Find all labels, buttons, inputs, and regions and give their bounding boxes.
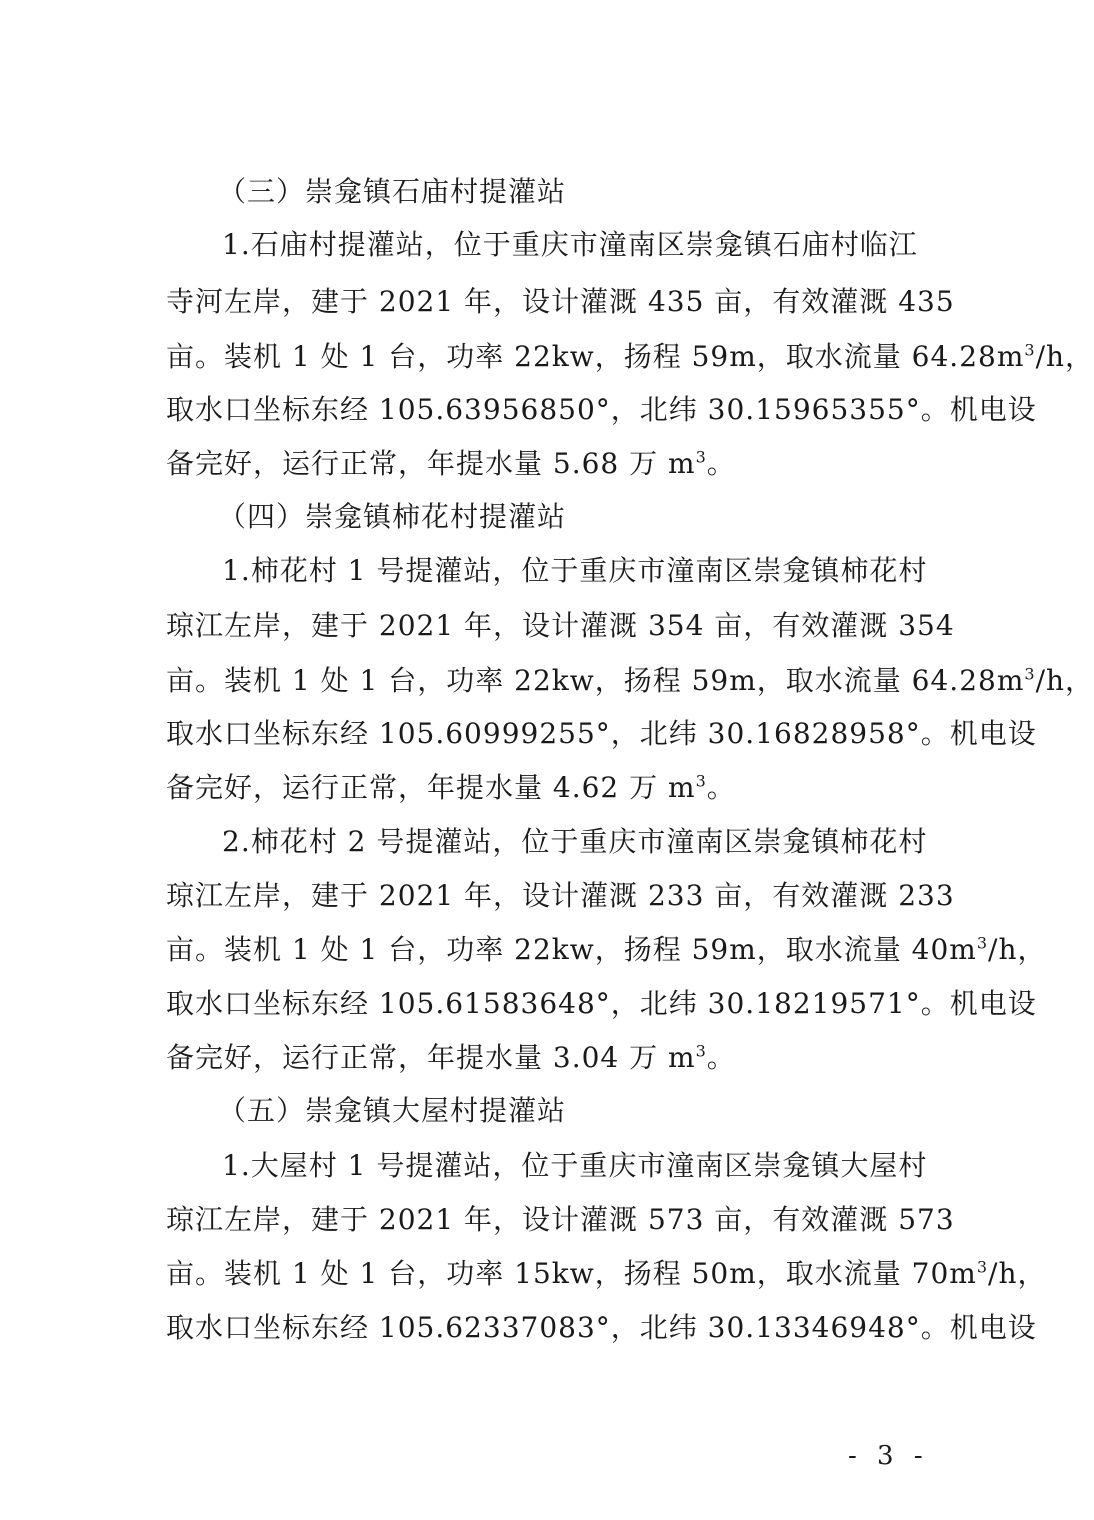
text-span: 亩。装机 1 处 1 台，功率 22kw，扬程 59m，取水流量 64.28m bbox=[166, 340, 1025, 373]
section-heading-3: （三）崇龛镇石庙村提灌站 bbox=[218, 175, 567, 208]
text-span: 。 bbox=[706, 447, 736, 480]
text-span: 。 bbox=[706, 1041, 736, 1074]
paragraph-line: 1.石庙村提灌站，位于重庆市潼南区崇龛镇石庙村临江 bbox=[222, 228, 918, 261]
paragraph-line bbox=[166, 768, 910, 808]
text-span: /h， bbox=[988, 933, 1047, 966]
section-heading-5: （五）崇龛镇大屋村提灌站 bbox=[218, 1094, 567, 1127]
superscript: 3 bbox=[695, 447, 707, 467]
paragraph-line bbox=[166, 1038, 910, 1078]
text-span: /h， bbox=[1035, 340, 1094, 373]
paragraph-line: 1.柿花村 1 号提灌站，位于重庆市潼南区崇龛镇柿花村 bbox=[222, 554, 928, 587]
text-span: /h， bbox=[1035, 664, 1094, 697]
paragraph-line: 琼江左岸，建于 2021 年，设计灌溉 573 亩，有效灌溉 573 bbox=[166, 1203, 955, 1236]
paragraph-line: 寺河左岸，建于 2021 年，设计灌溉 435 亩，有效灌溉 435 bbox=[166, 285, 955, 318]
paragraph-line bbox=[166, 444, 910, 484]
paragraph-line bbox=[166, 661, 1094, 701]
superscript: 3 bbox=[1024, 340, 1036, 360]
paragraph-line: 取水口坐标东经 105.60999255°，北纬 30.16828958°。机电设 bbox=[166, 717, 1037, 750]
text-span: 备完好，运行正常，年提水量 5.68 万 m bbox=[166, 447, 696, 480]
superscript: 3 bbox=[695, 1041, 707, 1061]
text-span: 亩。装机 1 处 1 台，功率 22kw，扬程 59m，取水流量 64.28m bbox=[166, 664, 1025, 697]
section-heading-4: （四）崇龛镇柿花村提灌站 bbox=[218, 500, 567, 533]
paragraph-line bbox=[166, 1254, 1047, 1294]
text-span: 亩。装机 1 处 1 台，功率 22kw，扬程 59m，取水流量 40m bbox=[166, 933, 977, 966]
superscript: 3 bbox=[695, 771, 707, 791]
paragraph-line: 1.大屋村 1 号提灌站，位于重庆市潼南区崇龛镇大屋村 bbox=[222, 1149, 928, 1182]
paragraph-line: 琼江左岸，建于 2021 年，设计灌溉 233 亩，有效灌溉 233 bbox=[166, 879, 955, 912]
paragraph-line bbox=[166, 930, 1047, 970]
text-span: /h， bbox=[988, 1257, 1047, 1290]
paragraph-line: 取水口坐标东经 105.63956850°，北纬 30.15965355°。机电设 bbox=[166, 393, 1037, 426]
superscript: 3 bbox=[976, 1257, 989, 1277]
paragraph-line: 2.柿花村 2 号提灌站，位于重庆市潼南区崇龛镇柿花村 bbox=[222, 825, 928, 858]
superscript: 3 bbox=[1024, 664, 1036, 684]
text-span: 备完好，运行正常，年提水量 4.62 万 m bbox=[166, 771, 696, 804]
text-span: 备完好，运行正常，年提水量 3.04 万 m bbox=[166, 1041, 696, 1074]
page-number: - 3 - bbox=[848, 1441, 929, 1471]
paragraph-line: 取水口坐标东经 105.61583648°，北纬 30.18219571°。机电设 bbox=[166, 987, 1037, 1020]
superscript: 3 bbox=[976, 933, 989, 953]
paragraph-line bbox=[166, 337, 1094, 377]
paragraph-line: 取水口坐标东经 105.62337083°，北纬 30.13346948°。机电设 bbox=[166, 1311, 1037, 1344]
text-span: 亩。装机 1 处 1 台，功率 15kw，扬程 50m，取水流量 70m bbox=[166, 1257, 977, 1290]
paragraph-line: 琼江左岸，建于 2021 年，设计灌溉 354 亩，有效灌溉 354 bbox=[166, 609, 955, 642]
text-span: 。 bbox=[706, 771, 736, 804]
